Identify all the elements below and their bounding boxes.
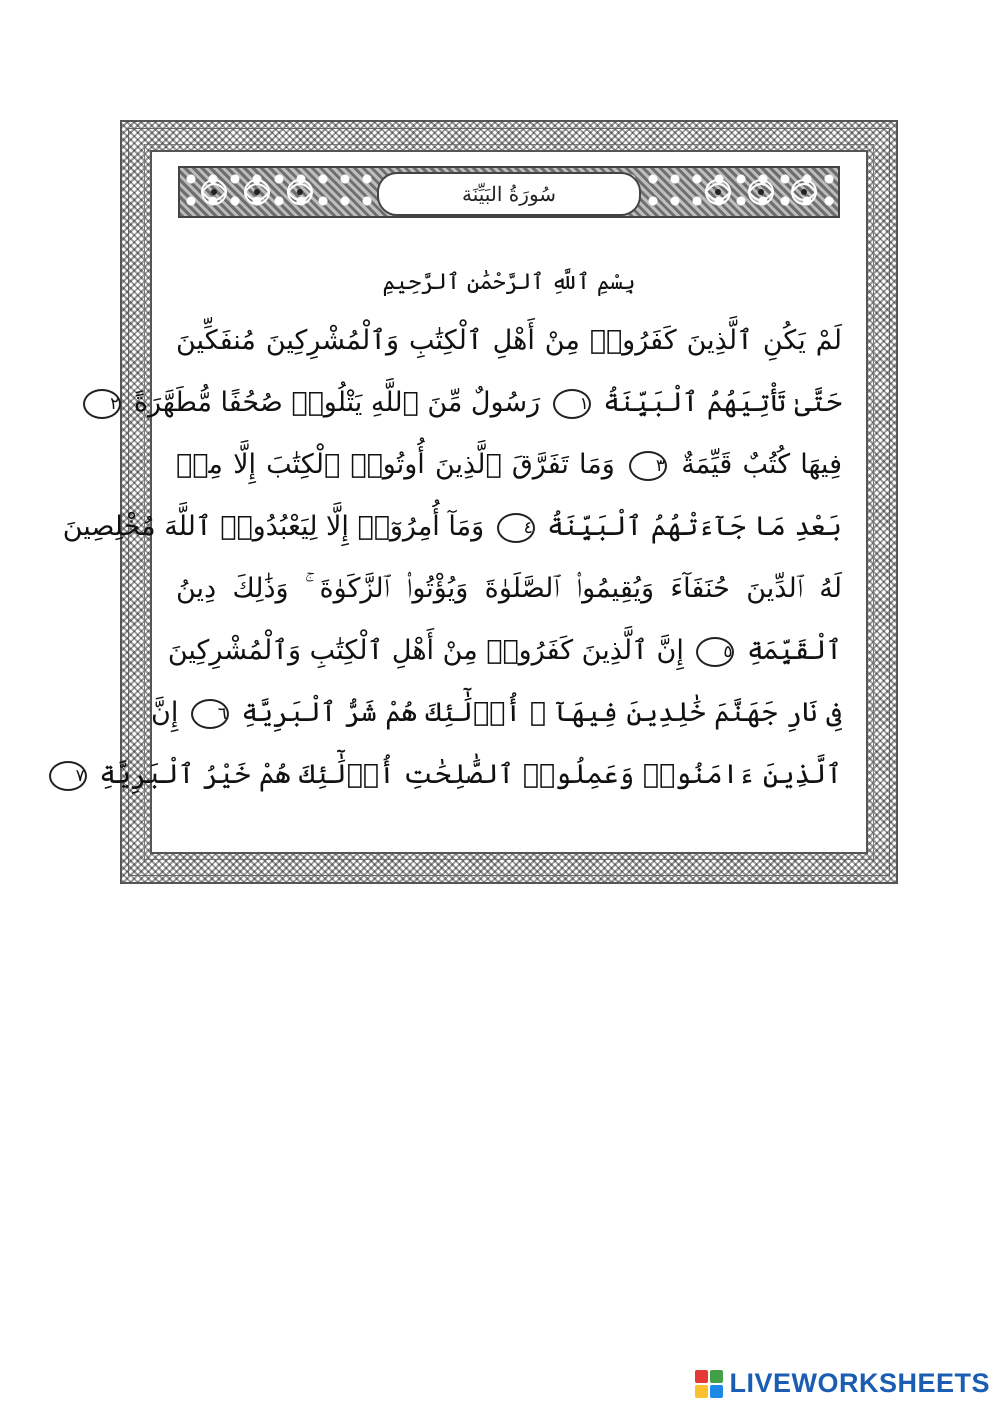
ayah-number-marker: ٦	[191, 699, 229, 729]
liveworksheets-logo-icon	[695, 1370, 723, 1398]
ayah-number-marker: ٧	[49, 761, 87, 791]
watermark-text: LIVEWORKSHEETS	[729, 1368, 990, 1398]
verse-text: ٱلَّذِينَ ءَامَنُوا۟ وَعَمِلُوا۟ ٱلصَّٰلِحَٰتِ أُو۟لَٰٓئِكَ هُمْ خَيْرُ ٱلْبَرِيَّةِ	[99, 759, 842, 790]
verse-text: لَمْ يَكُنِ ٱلَّذِينَ كَفَرُوا۟ مِنْ أَهْلِ ٱلْكِتَٰبِ وَٱلْمُشْرِكِينَ مُنفَكِّينَ	[176, 325, 842, 356]
verse-block	[62, 310, 842, 806]
verse-line-4	[62, 496, 842, 558]
verse-line-3	[176, 434, 842, 496]
logo-square	[695, 1385, 708, 1398]
surah-title-banner	[178, 166, 840, 218]
verse-line-1	[176, 310, 842, 372]
surah-title: سُورَةُ البَيِّنَة	[377, 172, 641, 216]
verse-text: وَمَا تَفَرَّقَ ٱلَّذِينَ أُوتُوا۟ ٱلْكِتَٰبَ إِلَّا مِنۢ	[176, 449, 615, 480]
liveworksheets-watermark[interactable]	[695, 1368, 990, 1399]
ayah-number-marker: ٣	[629, 451, 667, 481]
logo-square	[710, 1370, 723, 1383]
verse-text: رَسُولٌ مِّنَ ٱللَّهِ يَتْلُوا۟ صُحُفًا مُّطَهَّرَةً	[133, 387, 541, 418]
verse-text: حَتَّىٰ تَأْتِيَهُمُ ٱلْبَيِّنَةُ	[603, 387, 842, 418]
verse-text: إِنَّ	[151, 697, 179, 728]
verse-text: فِيهَا كُتُبٌ قَيِّمَةٌ	[681, 449, 842, 480]
ayah-number-marker: ١	[553, 389, 591, 419]
verse-line-6	[167, 620, 842, 682]
ayah-number-marker: ٤	[497, 513, 535, 543]
ayah-number-marker: ٢	[83, 389, 121, 419]
verse-text: لَهُ ٱلدِّينَ حُنَفَآءَ وَيُقِيمُوا۟ ٱلصَّلَوٰةَ وَيُؤْتُوا۟ ٱلزَّكَوٰةَ ۚ وَذَٰلِكَ دِينُ	[176, 573, 842, 604]
verse-text: إِنَّ ٱلَّذِينَ كَفَرُوا۟ مِنْ أَهْلِ ٱلْكِتَٰبِ وَٱلْمُشْرِكِينَ	[167, 635, 684, 666]
ayah-number-marker: ٥	[696, 637, 734, 667]
verse-text: بَعْدِ مَا جَآءَتْهُمُ ٱلْبَيِّنَةُ	[547, 511, 842, 542]
verse-line-2	[110, 372, 842, 434]
basmala: بِسْمِ ٱللَّهِ ٱلرَّحْمَٰنِ ٱلرَّحِيمِ	[382, 270, 636, 295]
verse-line-8	[75, 744, 842, 806]
arabesque-ornament-right-icon	[696, 174, 826, 210]
verse-text: ٱلْقَيِّمَةِ	[747, 635, 842, 666]
verse-line-5	[176, 558, 842, 620]
verse-text: فِى نَارِ جَهَنَّمَ خَٰلِدِينَ فِيهَآ ۚ أُو۟لَٰٓئِكَ هُمْ شَرُّ ٱلْبَرِيَّةِ	[241, 697, 842, 728]
arabesque-ornament-left-icon	[192, 174, 322, 210]
quran-page-panel	[62, 150, 868, 854]
logo-square	[695, 1370, 708, 1383]
verse-text: وَمَآ أُمِرُوٓا۟ إِلَّا لِيَعْبُدُوا۟ ٱللَّهَ مُخْلِصِينَ	[62, 511, 485, 542]
logo-square	[710, 1385, 723, 1398]
ornamental-frame	[62, 120, 898, 884]
verse-line-7	[151, 682, 842, 744]
